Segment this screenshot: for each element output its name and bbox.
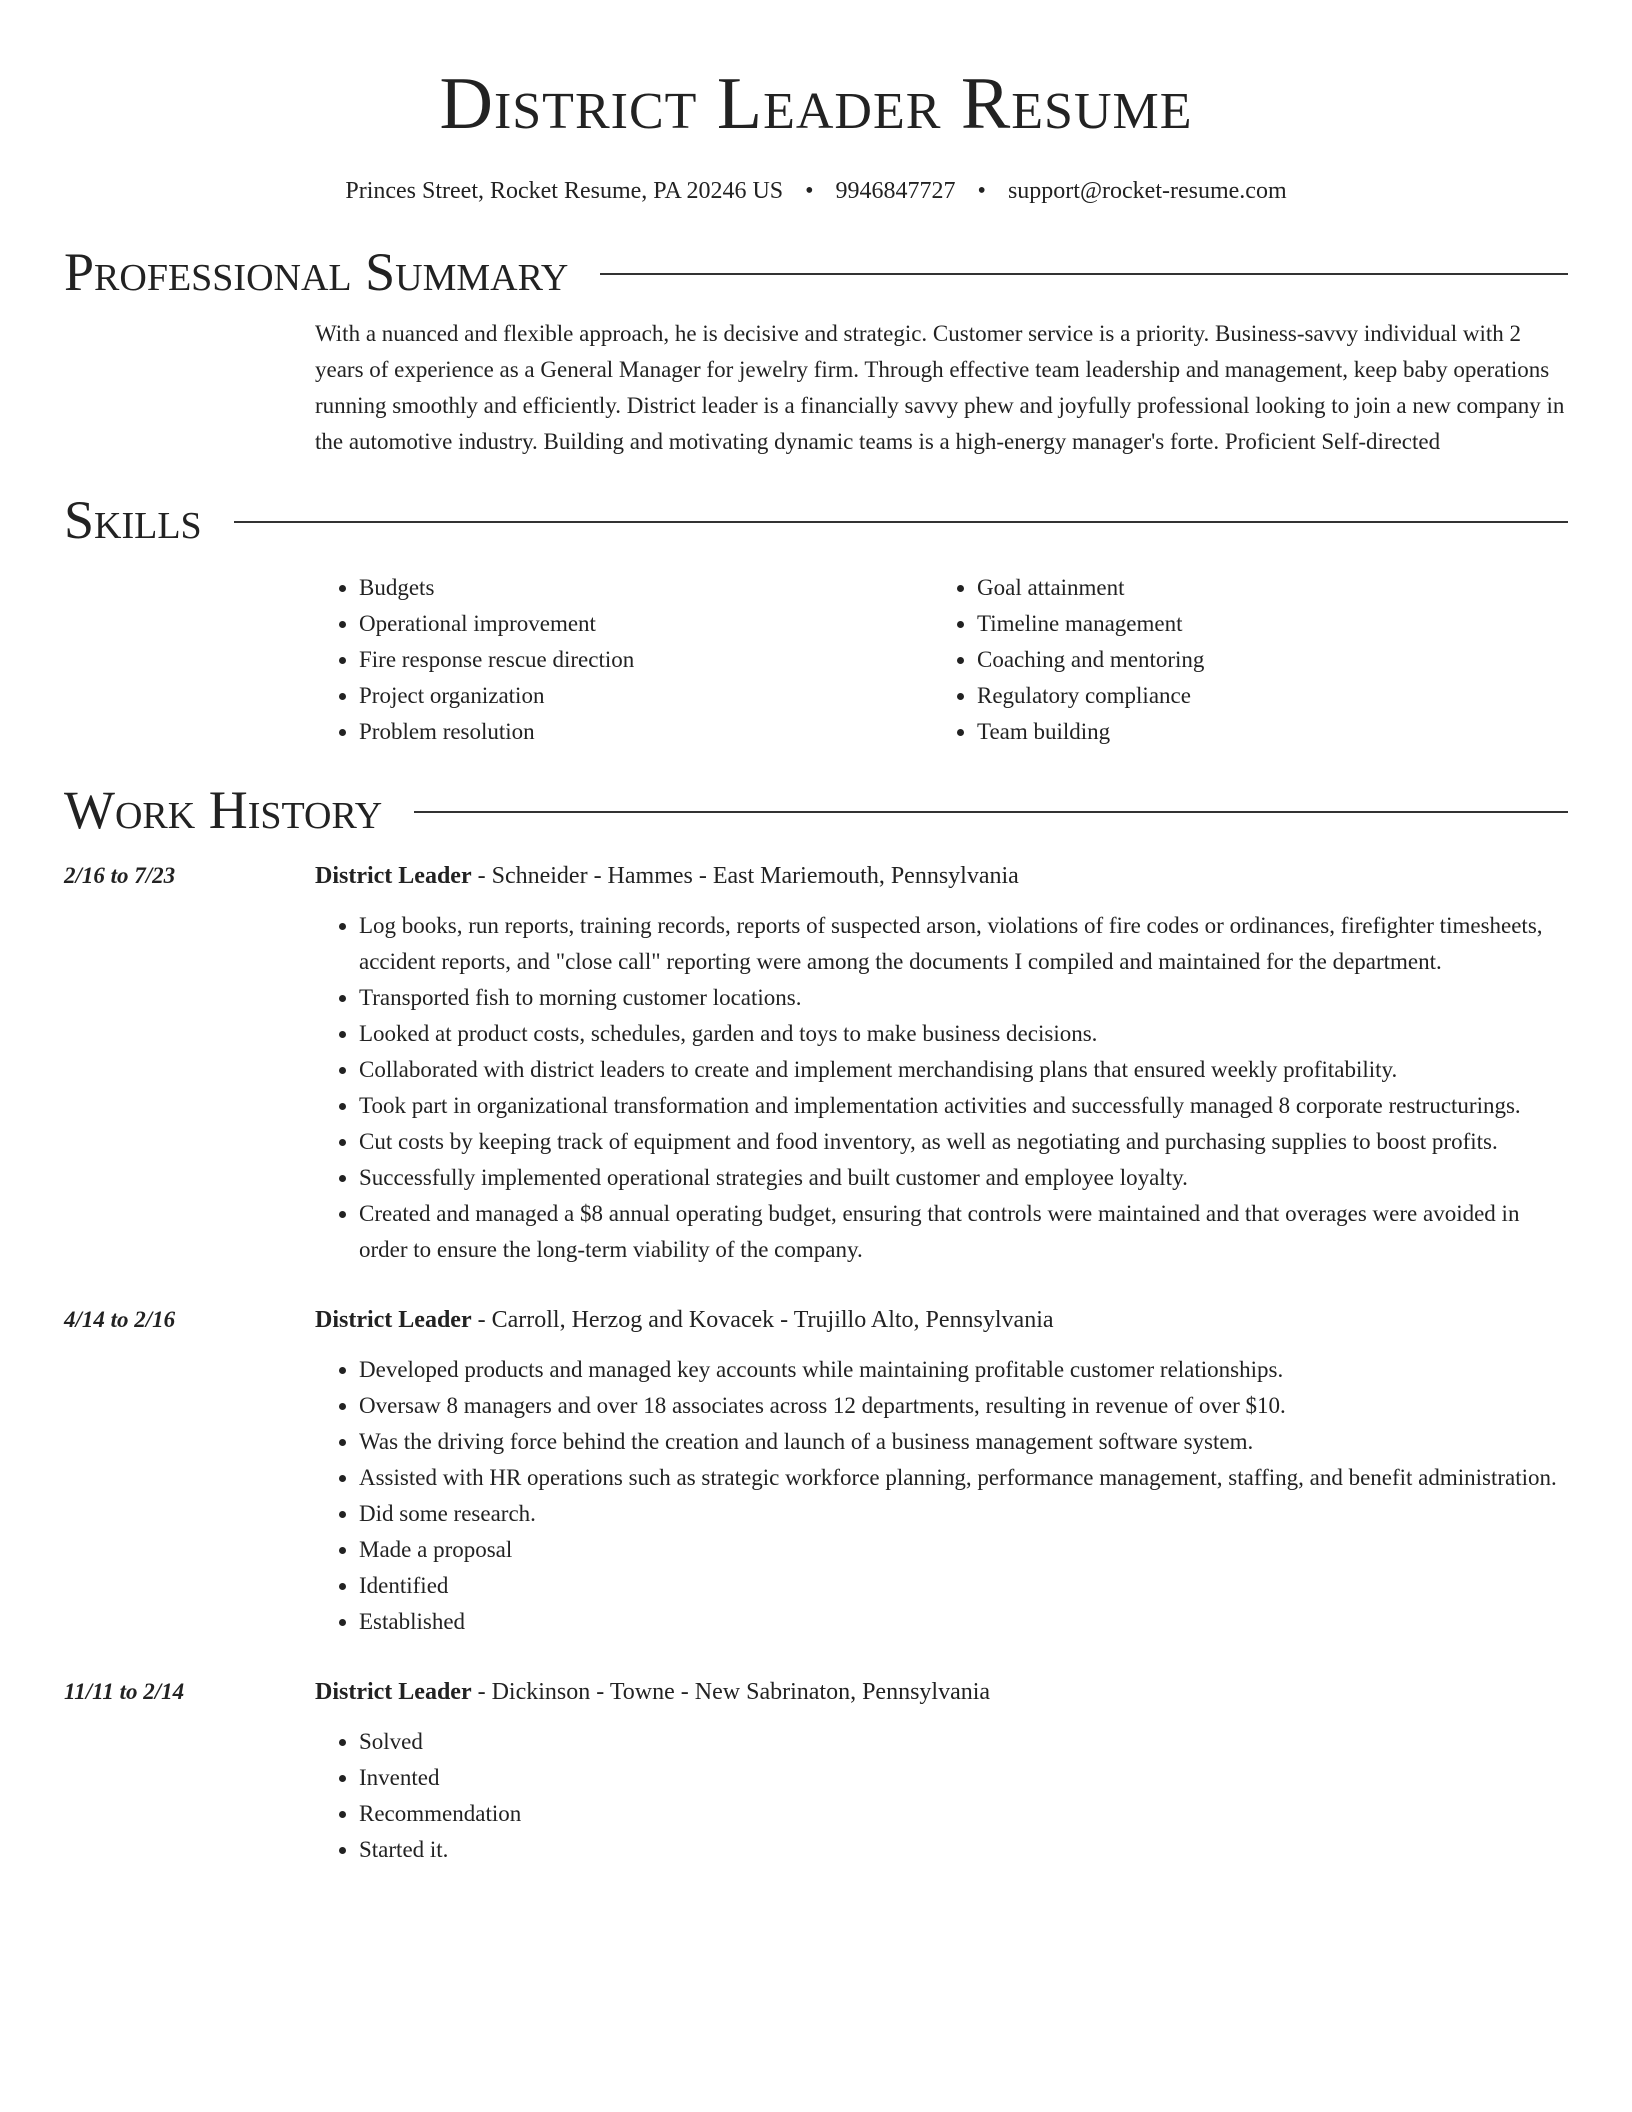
summary-heading-row xyxy=(64,242,1568,302)
job-bullets xyxy=(315,908,1568,1268)
skill-item: • Project organization xyxy=(359,678,933,714)
job-bullet: • Recommendation xyxy=(359,1796,1568,1832)
job-entry xyxy=(64,1302,1568,1640)
job-bullet: • Oversaw 8 managers and over 18 associates across 12 departments, resulting in revenue of over $10. xyxy=(359,1388,1568,1424)
contact-separator: • xyxy=(977,178,986,204)
skills-heading: Skills xyxy=(64,490,202,550)
skills-columns xyxy=(315,570,1568,750)
summary-text: With a nuanced and flexible approach, he is decisive and strategic. Customer service is a priority. Business-savvy individual with 2 years of experience as a General Manager for jewelry firm. Through effective team leadership and management, keep baby operations running smoothly and efficiently. District leader is a financially savvy phew and joyfully professional looking to join a new company in the automotive industry. Building and motivating dynamic teams is a high-energy manager's forte. Proficient Self-directed xyxy=(315,321,1565,454)
contact-address: Princes Street, Rocket Resume, PA 20246 US xyxy=(345,178,784,204)
job-title: District Leader xyxy=(315,863,472,889)
job-body xyxy=(315,1302,1568,1640)
job-bullet: • Did some research. xyxy=(359,1496,1568,1532)
summary-section xyxy=(64,242,1568,460)
job-bullet: • Was the driving force behind the creation and launch of a business management software system. xyxy=(359,1424,1568,1460)
contact-separator: • xyxy=(805,178,814,204)
job-bullet: • Invented xyxy=(359,1760,1568,1796)
skills-list-right xyxy=(933,570,1551,750)
job-bullet: • Took part in organizational transformation and implementation activities and successfully managed 8 corporate restructurings. xyxy=(359,1088,1568,1124)
job-title: District Leader xyxy=(315,1307,472,1333)
contact-line xyxy=(64,176,1568,206)
job-bullet: • Cut costs by keeping track of equipment and food inventory, as well as negotiating and purchasing supplies to boost profits. xyxy=(359,1124,1568,1160)
job-bullet: • Solved xyxy=(359,1724,1568,1760)
job-title-line xyxy=(315,1674,1568,1710)
skill-item: • Team building xyxy=(977,714,1551,750)
work-heading: Work History xyxy=(64,780,383,840)
job-dates: 11/11 to 2/14 xyxy=(64,1679,185,1704)
job-bullet: • Successfully implemented operational strategies and built customer and employee loyalty. xyxy=(359,1160,1568,1196)
summary-body xyxy=(315,316,1568,460)
job-company: - Dickinson - Towne - New Sabrinaton, Pennsylvania xyxy=(471,1679,991,1705)
job-bullet: • Developed products and managed key accounts while maintaining profitable customer relationships. xyxy=(359,1352,1568,1388)
work-section xyxy=(64,780,1568,1868)
job-entry xyxy=(64,1674,1568,1868)
job-bullet: • Assisted with HR operations such as strategic workforce planning, performance management, staffing, and benefit administration. xyxy=(359,1460,1568,1496)
job-bullet: • Made a proposal xyxy=(359,1532,1568,1568)
work-heading-row xyxy=(64,780,1568,840)
skills-body xyxy=(315,570,1568,750)
job-dates: 4/14 to 2/16 xyxy=(64,1307,176,1332)
skill-item: • Problem resolution xyxy=(359,714,933,750)
job-entry xyxy=(64,858,1568,1268)
job-body xyxy=(315,1674,1568,1868)
job-company: - Schneider - Hammes - East Mariemouth, Pennsylvania xyxy=(471,863,1019,889)
skill-item: • Fire response rescue direction xyxy=(359,642,933,678)
skills-heading-row xyxy=(64,490,1568,550)
job-bullet: • Transported fish to morning customer locations. xyxy=(359,980,1568,1016)
job-title: District Leader xyxy=(315,1679,472,1705)
resume-page xyxy=(64,0,1568,1868)
job-bullets xyxy=(315,1724,1568,1868)
skill-item: • Budgets xyxy=(359,570,933,606)
contact-email: support@rocket-resume.com xyxy=(1007,178,1287,204)
job-title-line xyxy=(315,1302,1568,1338)
job-title-line xyxy=(315,858,1568,894)
skill-item: • Coaching and mentoring xyxy=(977,642,1551,678)
resume-title: District Leader Resume xyxy=(439,63,1193,145)
skill-item: • Operational improvement xyxy=(359,606,933,642)
job-bullet: • Started it. xyxy=(359,1832,1568,1868)
skill-item: • Timeline management xyxy=(977,606,1551,642)
job-dates: 2/16 to 7/23 xyxy=(64,863,176,888)
job-bullet: • Identified xyxy=(359,1568,1568,1604)
contact-phone: 9946847727 xyxy=(835,178,956,204)
job-body xyxy=(315,858,1568,1268)
job-bullet: • Log books, run reports, training records, reports of suspected arson, violations of fire codes or ordinances, firefighter timesheets, accident reports, and "close call" reporting were among the documents I compiled and maintained for the department. xyxy=(359,908,1568,980)
job-bullets xyxy=(315,1352,1568,1640)
section-divider xyxy=(414,811,1568,813)
job-bullet: • Created and managed a $8 annual operating budget, ensuring that controls were maintained and that overages were avoided in order to ensure the long-term viability of the company. xyxy=(359,1196,1568,1268)
section-divider xyxy=(234,521,1568,523)
skill-item: • Regulatory compliance xyxy=(977,678,1551,714)
section-divider xyxy=(600,273,1568,275)
job-bullet: • Looked at product costs, schedules, garden and toys to make business decisions. xyxy=(359,1016,1568,1052)
skills-section xyxy=(64,490,1568,750)
job-bullet: • Established xyxy=(359,1604,1568,1640)
summary-heading: Professional Summary xyxy=(64,242,569,302)
job-bullet: • Collaborated with district leaders to create and implement merchandising plans that ensured weekly profitability. xyxy=(359,1052,1568,1088)
job-company: - Carroll, Herzog and Kovacek - Trujillo Alto, Pennsylvania xyxy=(471,1307,1054,1333)
skill-item: • Goal attainment xyxy=(977,570,1551,606)
skills-list-left xyxy=(315,570,933,750)
